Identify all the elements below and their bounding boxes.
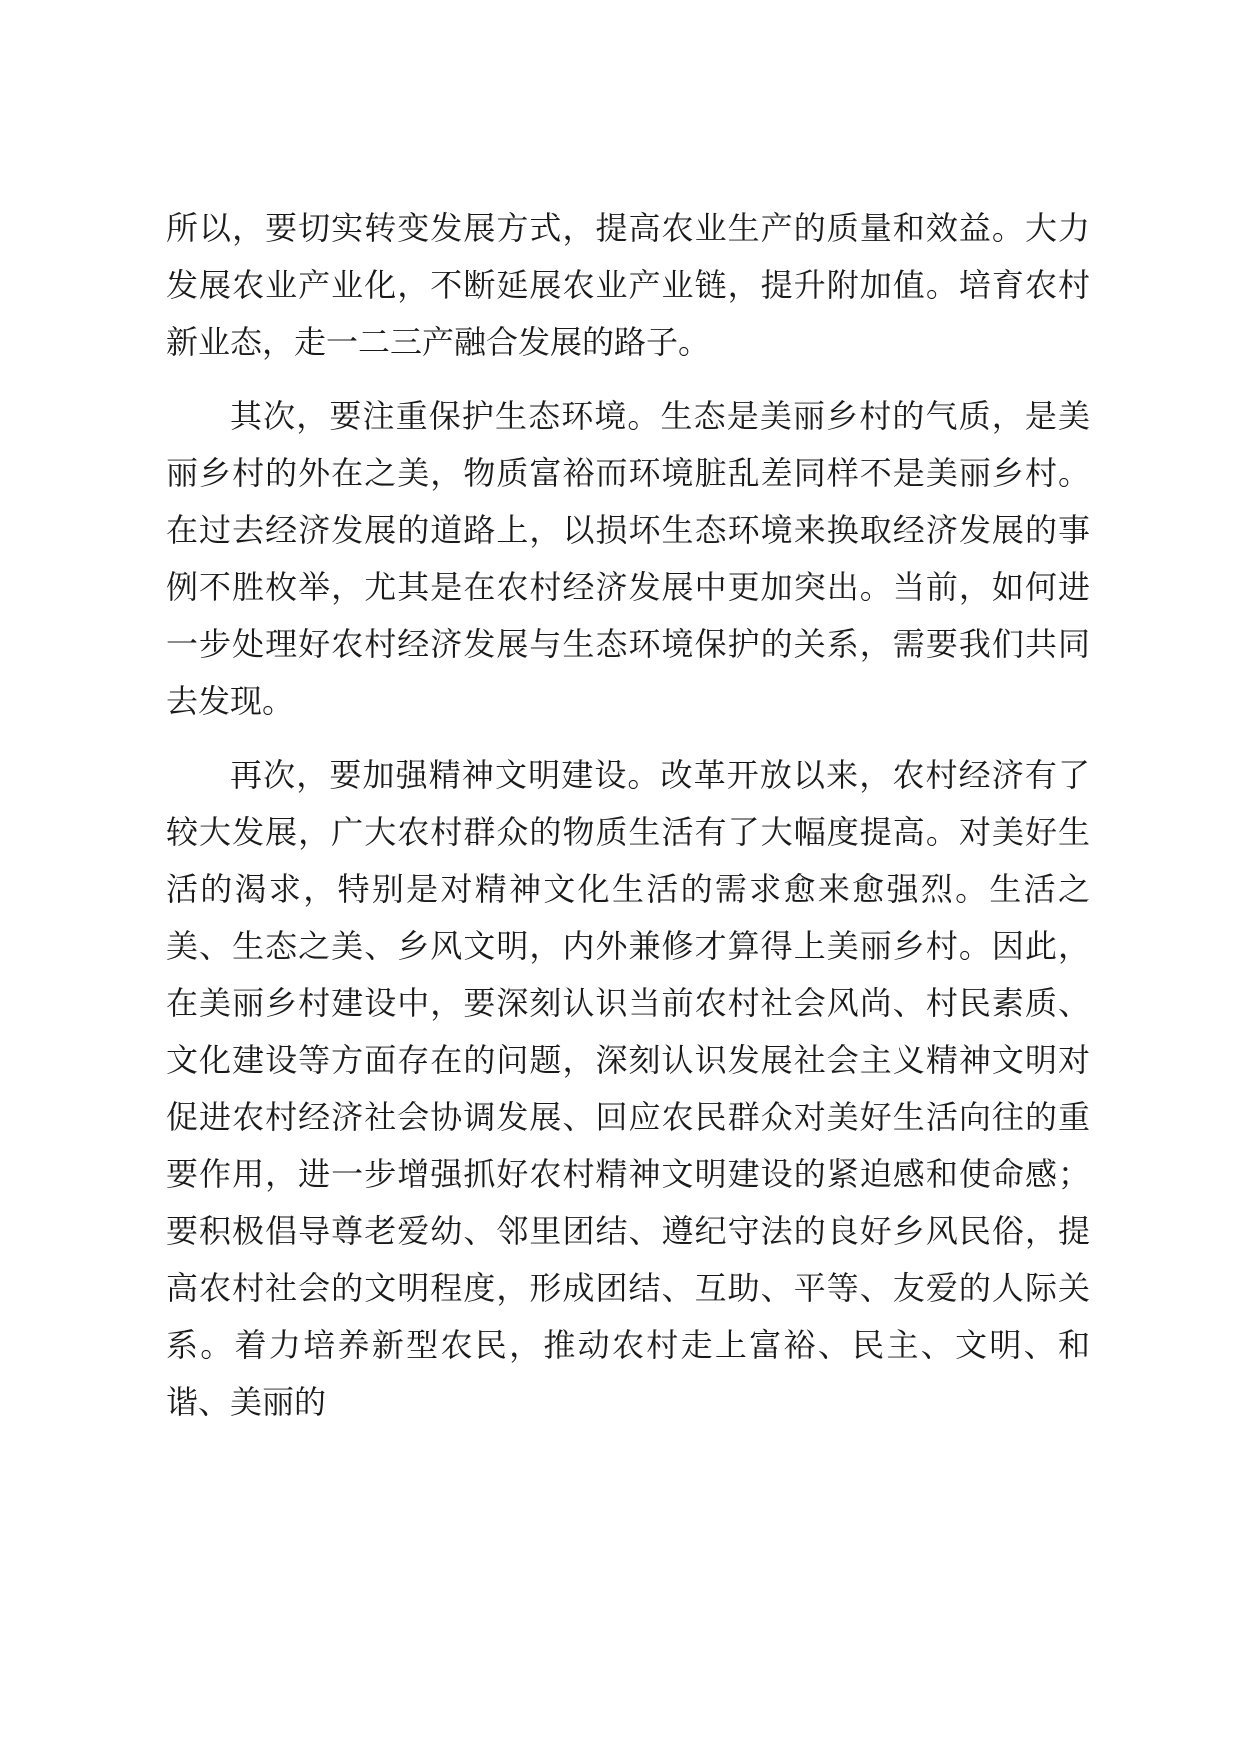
paragraph-development-mode: 所以，要切实转变发展方式，提高农业生产的质量和效益。大力发展农业产业化，不断延展农业产业链，提升附加值。培育农村新业态，走一二三产融合发展的路子。	[166, 209, 1090, 361]
paragraph-spiritual-civilization: 再次，要加强精神文明建设。改革开放以来，农村经济有了较大发展，广大农村群众的物质生活有了大幅度提高。对美好生活的渴求，特别是对精神文化生活的需求愈来愈强烈。生活之美、生态之美、乡风文明，内外兼修才算得上美丽乡村。因此，在美丽乡村建设中，要深刻认识当前农村社会风尚、村民素质、文化建设等方面存在的问题，深刻认识发展社会主义精神文明对促进农村经济社会协调发展、回应农民群众对美好生活向往的重要作用，进一步增强抓好农村精神文明建设的紧迫感和使命感；要积极倡导尊老爱幼、邻里团结、遵纪守法的良好乡风民俗，提高农村社会的文明程度，形成团结、互助、平等、友爱的人际关系。着力培养新型农民，推动农村走上富裕、民主、文明、和谐、美丽的	[166, 756, 1090, 1421]
paragraph-ecological-protection: 其次，要注重保护生态环境。生态是美丽乡村的气质，是美丽乡村的外在之美，物质富裕而环境脏乱差同样不是美丽乡村。在过去经济发展的道路上，以损坏生态环境来换取经济发展的事例不胜枚举，尤其是在农村经济发展中更加突出。当前，如何进一步处理好农村经济发展与生态环境保护的关系，需要我们共同去发现。	[166, 397, 1090, 720]
document-body	[166, 200, 1090, 1431]
